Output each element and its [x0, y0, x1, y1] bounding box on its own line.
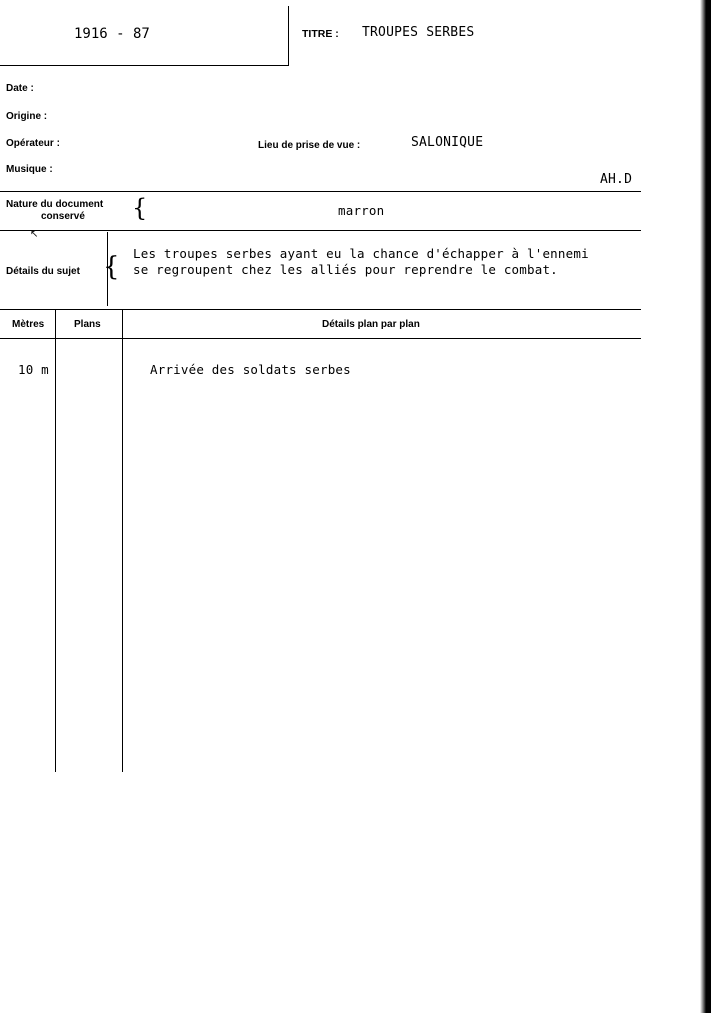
column-header-plans: Plans: [74, 319, 101, 330]
date-label: Date :: [6, 83, 34, 94]
sujet-brace: {: [103, 252, 120, 282]
sujet-line-1: Les troupes serbes ayant eu la chance d'échapper à l'ennemi: [133, 246, 589, 261]
sujet-label: Détails du sujet: [6, 266, 80, 277]
nature-label-line1: Nature du document: [6, 199, 104, 210]
page-edge-shadow: [700, 0, 711, 1013]
nature-value: marron: [338, 203, 385, 218]
table-header-rule: [0, 338, 641, 339]
nature-label-line2: conservé: [41, 211, 85, 222]
musique-label: Musique :: [6, 164, 53, 175]
nature-top-rule: [0, 191, 641, 192]
column-divider-2: [122, 310, 123, 772]
nature-brace: {: [132, 194, 148, 222]
table-top-rule: [0, 309, 641, 310]
initials: AH.D: [600, 172, 633, 187]
row-details: Arrivée des soldats serbes: [150, 362, 351, 377]
column-header-metres: Mètres: [12, 319, 45, 330]
title-value: TROUPES SERBES: [362, 25, 475, 40]
title-label: TITRE :: [302, 28, 339, 40]
sujet-line-2: se regroupent chez les alliés pour reprendre le combat.: [133, 262, 558, 277]
origine-label: Origine :: [6, 111, 48, 122]
sujet-corner-mark: ↖: [30, 229, 39, 240]
operateur-label: Opérateur :: [6, 138, 60, 149]
column-header-details: Détails plan par plan: [322, 319, 420, 330]
nature-bottom-rule: [0, 230, 641, 231]
lieu-label: Lieu de prise de vue :: [258, 140, 361, 151]
document-reference: 1916 - 87: [74, 26, 150, 42]
header-box-right-border: [288, 6, 289, 66]
header-box-bottom-border: [0, 65, 289, 66]
lieu-value: SALONIQUE: [411, 135, 484, 150]
column-divider-1: [55, 310, 56, 772]
row-metres: 10 m: [18, 362, 49, 377]
